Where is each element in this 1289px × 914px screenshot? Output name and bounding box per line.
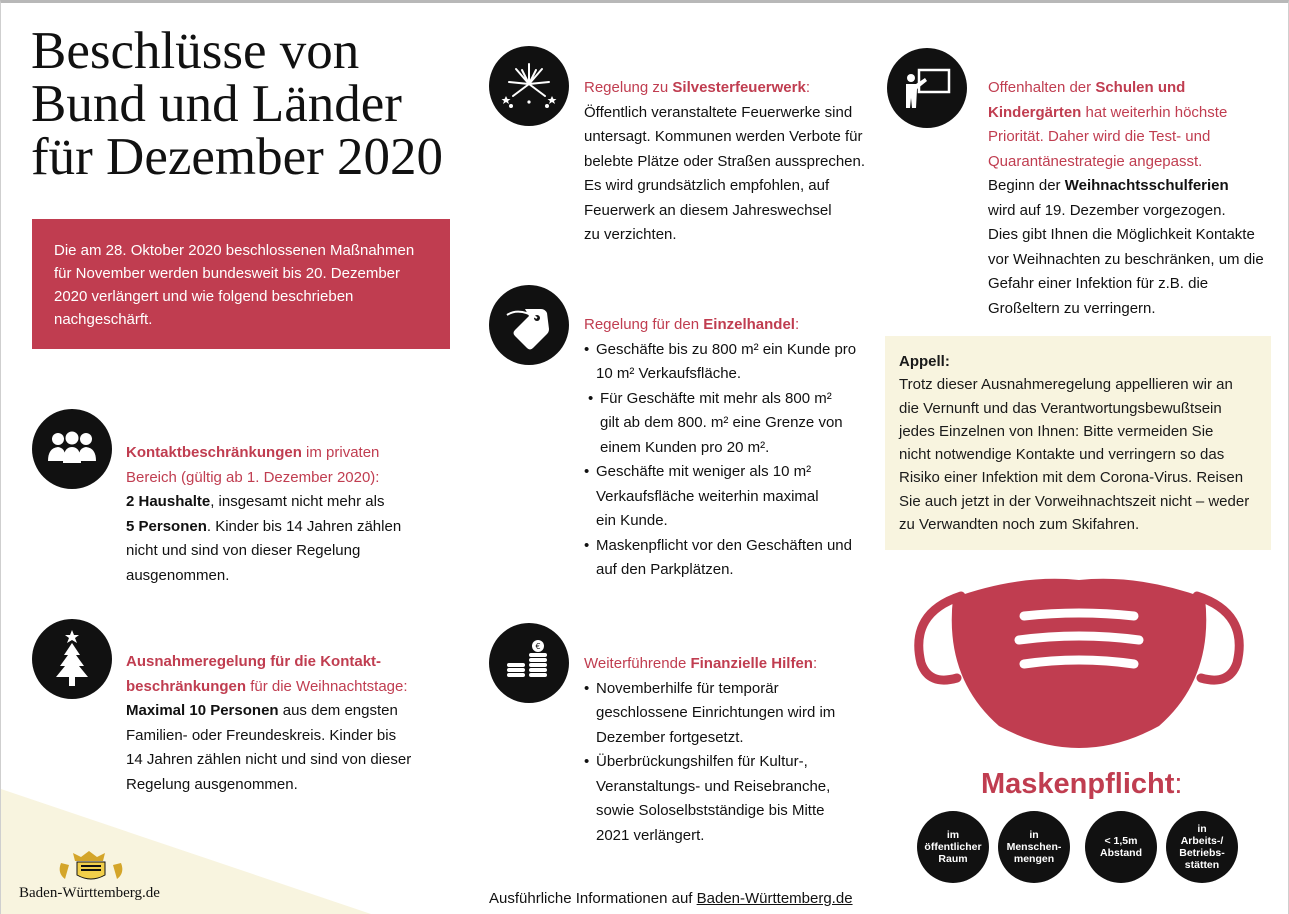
schulen-heading-bold: Schulen und	[1095, 79, 1186, 96]
kontakt-haushalte: 2 Haushalte	[126, 493, 211, 510]
schulen-text: vor Weihnachten zu beschränken, um die	[988, 250, 1264, 268]
list-item-line: Geschäfte bis zu 800 m² ein Kunde pro	[596, 340, 857, 358]
appell-box	[885, 336, 1271, 550]
ausnahme-section	[126, 650, 466, 797]
page-title	[31, 22, 471, 186]
appell-line: zu Verwandten noch zum Skifahren.	[899, 516, 1140, 534]
people-icon	[32, 409, 112, 489]
feuerwerk-line: zu verzichten.	[584, 226, 677, 243]
schulen-text: Gefahr einer Infektion für z.B. die	[988, 275, 1209, 292]
kontakt-subheading: Bereich (gültig ab 1. Dezember 2020):	[126, 468, 380, 486]
kontakt-section	[126, 441, 456, 588]
footer-text: Ausführliche Informationen auf	[489, 890, 697, 907]
schulen-heading-rest: Priorität. Daher wird die Test- und	[988, 128, 1211, 145]
schulen-text: wird auf 19. Dezember vorgezogen.	[988, 201, 1226, 219]
list-item: • Novemberhilfe für temporär geschlossene Einrichtungen wird im Dezember fortgesetzt.	[584, 677, 884, 751]
ausnahme-heading-rest: für die Weihnachtstage:	[246, 677, 408, 695]
hilfen-heading-bold: Finanzielle Hilfen	[690, 655, 813, 672]
einzelhandel-heading-colon: :	[794, 316, 800, 333]
hilfen-heading-colon: :	[812, 655, 818, 672]
feuerwerk-heading-bold: Silvesterfeuerwerk	[672, 79, 806, 96]
schulen-heading-rest: Quarantänestrategie angepasst.	[988, 152, 1203, 170]
logo-text[interactable]: Baden-Württemberg.de	[19, 885, 160, 901]
appell-line: die Vernunft und das Verantwortungsbewußtsein	[899, 399, 1222, 417]
badge-label: in Menschen- mengen	[1006, 829, 1062, 865]
maskenpflicht-label: Maskenpflicht	[981, 768, 1175, 800]
list-item-line: Dezember fortgesetzt.	[596, 728, 744, 746]
list-item-line: 2021 verlängert.	[596, 826, 705, 844]
schulen-section	[988, 76, 1278, 321]
schulen-heading-rest: hat weiterhin höchste	[1081, 103, 1228, 121]
title-line: Beschlüsse von	[31, 22, 360, 80]
title-line: für Dezember 2020	[31, 128, 444, 186]
badge-label: < 1,5m Abstand	[1100, 835, 1142, 859]
footer-link[interactable]: Baden-Württemberg.de	[696, 890, 853, 907]
maskenpflicht-badge	[1166, 811, 1238, 883]
hilfen-section	[584, 652, 884, 848]
appell-line: nicht notwendige Kontakte und verringern so das	[899, 446, 1225, 464]
kontakt-text: ausgenommen.	[126, 566, 230, 584]
list-item-line: Für Geschäfte mit mehr als 800 m²	[600, 389, 832, 407]
ausnahme-text: 14 Jahren zählen nicht und sind von dieser	[126, 751, 412, 768]
list-item-line: Überbrückungshilfen für Kultur-,	[596, 753, 808, 770]
feuerwerk-line: Es wird grundsätzlich empfohlen, auf	[584, 177, 830, 194]
appell-heading-colon: :	[944, 353, 950, 370]
kontakt-heading-rest: im privaten	[301, 444, 380, 461]
appell-line: Trotz dieser Ausnahmeregelung appellieren wir an	[899, 376, 1233, 394]
list-item-line: sowie Soloselbstständige bis Mitte	[596, 802, 825, 819]
schulen-text: Dies gibt Ihnen die Möglichkeit Kontakte	[988, 226, 1255, 243]
price-tag-icon	[489, 285, 569, 365]
schulen-heading: Offenhalten der	[988, 79, 1096, 96]
coins-icon	[489, 623, 569, 703]
kontakt-heading: Kontaktbeschränkungen	[126, 444, 302, 461]
list-item-line: einem Kunden pro 20 m².	[600, 438, 770, 456]
face-mask-icon	[909, 568, 1249, 758]
teacher-board-icon	[887, 48, 967, 128]
list-item: • Überbrückungshilfen für Kultur-, Veranstaltungs- und Reisebranche, sowie Soloselbstständige bis Mitte 2021 verlängert.	[584, 750, 884, 848]
kontakt-personen: 5 Personen	[126, 517, 207, 535]
appell-line: Risiko einer Infektion mit dem Corona-Virus. Reisen	[899, 469, 1244, 487]
appell-line: jedes Einzelnen von Ihnen: Bitte vermeiden Sie	[899, 422, 1214, 440]
footer-note	[489, 890, 853, 907]
list-item: • Geschäfte bis zu 800 m² ein Kunde pro 10 m² Verkaufsfläche.	[584, 338, 884, 387]
ausnahme-maximal: Maximal 10 Personen	[126, 702, 279, 719]
feuerwerk-line: untersagt. Kommunen werden Verbote für	[584, 128, 863, 145]
ausnahme-text: Regelung ausgenommen.	[126, 775, 298, 793]
feuerwerk-heading-colon: :	[805, 79, 810, 96]
einzelhandel-heading-bold: Einzelhandel	[703, 316, 795, 333]
svg-text:€: €	[535, 642, 541, 651]
maskenpflicht-badge	[998, 811, 1070, 883]
list-item-line: Veranstaltungs- und Reisebranche,	[596, 777, 831, 795]
list-item-line: geschlossene Einrichtungen wird im	[596, 704, 836, 721]
schulen-ferien: Weihnachtsschulferien	[1064, 177, 1229, 194]
schulen-text: Beginn der	[988, 177, 1065, 194]
kontakt-text: nicht und sind von dieser Regelung	[126, 542, 361, 559]
hilfen-heading: Weiterführende	[584, 655, 691, 672]
christmas-tree-icon	[32, 619, 112, 699]
list-item-line: ein Kunde.	[596, 512, 668, 529]
badge-label: in Arbeits-/ Betriebs- stätten	[1179, 823, 1225, 871]
schulen-heading-bold: Kindergärten	[988, 103, 1082, 121]
maskenpflicht-title	[981, 768, 1182, 801]
appell-heading: Appell	[899, 353, 945, 370]
feuerwerk-line: Öffentlich veranstaltete Feuerwerke sind	[584, 103, 853, 121]
ausnahme-text: Familien- oder Freundeskreis. Kinder bis	[126, 726, 397, 744]
maskenpflicht-badge	[1085, 811, 1157, 883]
kontakt-text: , insgesamt nicht mehr als	[210, 493, 385, 510]
maskenpflicht-badge	[917, 811, 989, 883]
state-coat-of-arms-icon	[21, 849, 161, 890]
ausnahme-heading: beschränkungen	[126, 677, 247, 695]
einzelhandel-heading: Regelung für den	[584, 316, 704, 333]
list-item: • Geschäfte mit weniger als 10 m² Verkaufsfläche weiterhin maximal ein Kunde.	[584, 460, 884, 534]
list-item-line: Geschäfte mit weniger als 10 m²	[596, 463, 812, 480]
schulen-text: Großeltern zu verringern.	[988, 299, 1156, 317]
badge-label: im öffentlicher Raum	[924, 829, 982, 865]
intro-box: Die am 28. Oktober 2020 beschlossenen Maßnahmen für November werden bundesweit bis 20. Dezember 2020 verlängert und wie folgend beschrieben nachgeschärft.	[32, 219, 450, 349]
kontakt-text: . Kinder bis 14 Jahren zählen	[206, 517, 402, 535]
list-item-line: Novemberhilfe für temporär	[596, 679, 779, 697]
fireworks-icon	[489, 46, 569, 126]
feuerwerk-section	[584, 76, 884, 248]
list-item-line: auf den Parkplätzen.	[596, 561, 734, 578]
list-item-line: 10 m² Verkaufsfläche.	[596, 365, 742, 382]
list-item: • Für Geschäfte mit mehr als 800 m² gilt ab dem 800. m² eine Grenze von einem Kunden pro 20 m².	[584, 387, 884, 461]
list-item-line: Verkaufsfläche weiterhin maximal	[596, 487, 819, 505]
maskenpflicht-colon: :	[1174, 768, 1183, 800]
einzelhandel-section	[584, 313, 884, 583]
appell-line: Sie auch jetzt in der Vorweihnachtszeit nicht – weder	[899, 492, 1250, 510]
list-item-line: Maskenpflicht vor den Geschäften und	[596, 536, 852, 554]
title-line: Bund und Länder	[31, 75, 402, 133]
list-item: • Maskenpflicht vor den Geschäften und auf den Parkplätzen.	[584, 534, 884, 583]
ausnahme-heading: Ausnahmeregelung für die Kontakt-	[126, 653, 382, 670]
feuerwerk-line: Feuerwerk an diesem Jahreswechsel	[584, 201, 832, 219]
list-item-line: gilt ab dem 800. m² eine Grenze von	[600, 414, 843, 431]
feuerwerk-line: belebte Plätze oder Straßen aussprechen.	[584, 152, 866, 170]
ausnahme-text: aus dem engsten	[278, 702, 398, 719]
feuerwerk-heading: Regelung zu	[584, 79, 673, 96]
